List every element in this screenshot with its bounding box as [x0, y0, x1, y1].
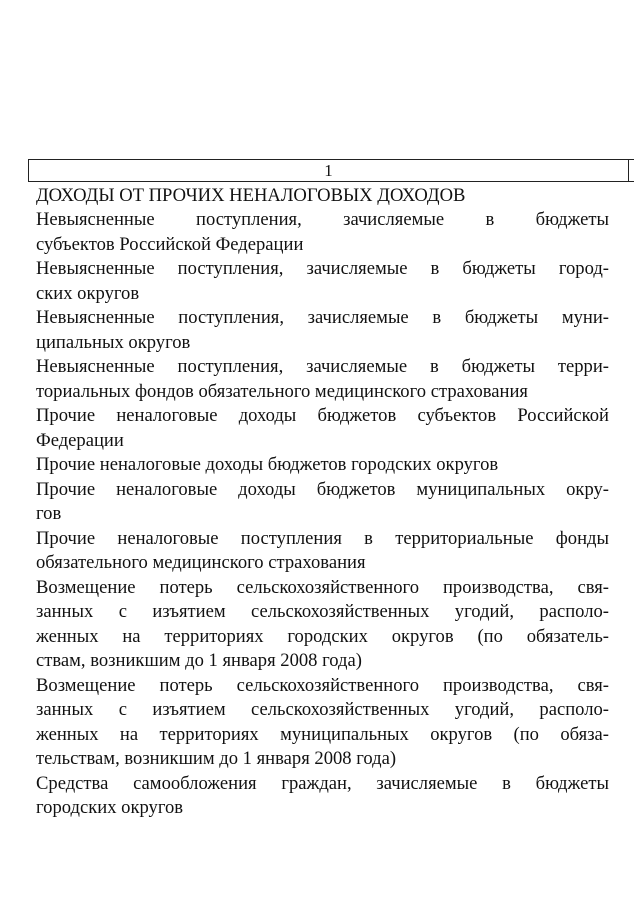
- entry-line: гов: [36, 503, 62, 524]
- budget-entry: [36, 576, 609, 674]
- entry-line: Средства самообложения граждан, зачисляемые в бюджеты: [36, 772, 609, 794]
- entry-line: городских округов: [36, 797, 184, 818]
- entry-line: занных с изъятием сельскохозяйственных угодий, располо-: [36, 699, 609, 720]
- entry-line: Прочие неналоговые доходы бюджетов субъектов Российской: [36, 405, 609, 426]
- entry-line: обязательного медицинского страхования: [36, 552, 366, 573]
- budget-entry: [36, 355, 609, 404]
- entry-line: Прочие неналоговые поступления в территориальные фонды: [36, 527, 609, 549]
- entry-line: Невыясненные поступления, зачисляемые в бюджеты терри-: [36, 356, 609, 377]
- budget-entry: [36, 674, 609, 772]
- budget-entry: [36, 527, 609, 576]
- budget-entry: [36, 257, 609, 306]
- entry-line: ских округов: [36, 282, 140, 304]
- budget-entry: [36, 478, 609, 527]
- budget-entry: [36, 453, 609, 478]
- entry-line: ствам, возникшим до 1 января 2008 года): [36, 650, 362, 671]
- entries-list: [36, 208, 609, 821]
- entry-line: ториальных фондов обязательного медицинского страхования: [36, 380, 528, 402]
- entry-line: Прочие неналоговые доходы бюджетов городских округов: [36, 454, 499, 475]
- budget-entry: [36, 306, 609, 355]
- budget-entry: [36, 772, 609, 821]
- entry-line: ципальных округов: [36, 331, 191, 353]
- section-title: ДОХОДЫ ОТ ПРОЧИХ НЕНАЛОГОВЫХ ДОХОДОВ: [36, 185, 466, 206]
- entry-line: Невыясненные поступления, зачисляемые в бюджеты: [36, 209, 609, 230]
- budget-entry: [36, 208, 609, 257]
- entry-line: Возмещение потерь сельскохозяйственного производства, свя-: [36, 576, 609, 598]
- entry-line: Невыясненные поступления, зачисляемые в бюджеты муни-: [36, 307, 609, 328]
- column-number: 1: [324, 161, 333, 180]
- entry-line: женных на территориях муниципальных округов (по обяза-: [36, 723, 609, 745]
- entry-line: Прочие неналоговые доходы бюджетов муниципальных окру-: [36, 478, 609, 500]
- entry-line: занных с изъятием сельскохозяйственных угодий, располо-: [36, 601, 609, 622]
- budget-entry: [36, 404, 609, 453]
- entry-line: женных на территориях городских округов (по обязатель-: [36, 625, 609, 647]
- column-number-cell: [29, 160, 629, 181]
- entry-line: тельствам, возникшим до 1 января 2008 года): [36, 748, 397, 769]
- entry-line: Невыясненные поступления, зачисляемые в бюджеты город-: [36, 258, 609, 279]
- document-body: [36, 184, 609, 821]
- entry-line: субъектов Российской Федерации: [36, 233, 304, 255]
- entry-line: Возмещение потерь сельскохозяйственного производства, свя-: [36, 674, 609, 696]
- table-header-row: [28, 159, 634, 182]
- entry-line: Федерации: [36, 429, 124, 451]
